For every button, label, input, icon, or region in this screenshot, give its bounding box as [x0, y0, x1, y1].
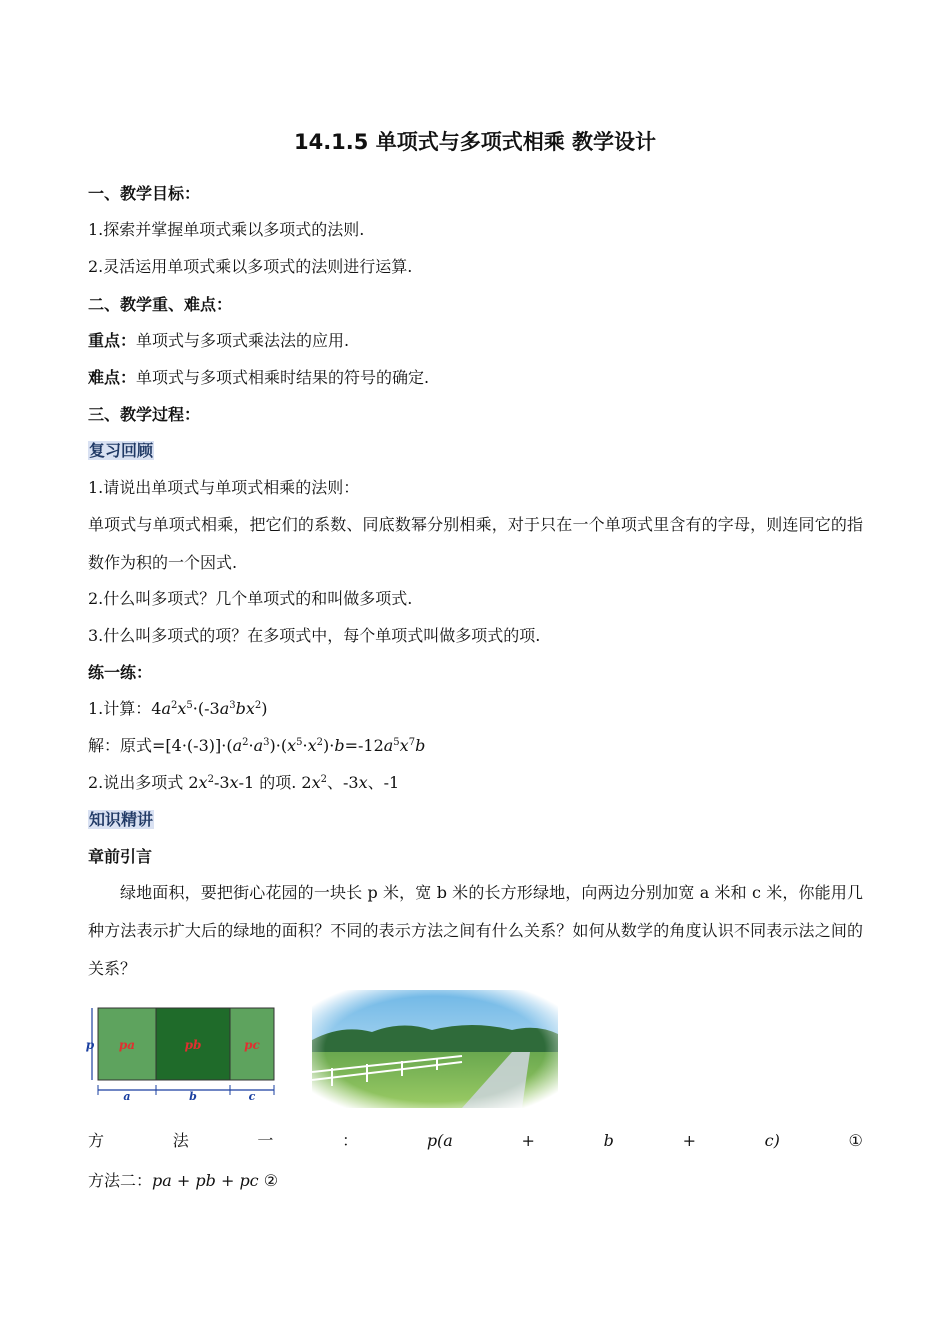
method-two-marker: ② — [263, 1171, 279, 1190]
chapter-intro-text: 绿地面积，要把街心花园的一块长 p 米，宽 b 米的长方形绿地，向两边分别加宽 a 米和 c 米，你能用几种方法表示扩大后的绿地的面积？不同的表示方法之间有什么关系？如何从数学的角度认识不同表示法之间的关系？ — [88, 883, 863, 978]
practice-problem-1: 1.计算：$4a^2x^5\cdot(-3a^3bx^2)$ — [88, 699, 268, 718]
bottom-label-c: c — [248, 1090, 256, 1103]
method-one-part: p(a — [426, 1131, 453, 1150]
method-one-part: b — [603, 1131, 614, 1150]
review-question-2: 2.什么叫多项式？几个单项式的和叫做多项式. — [88, 589, 413, 608]
chapter-intro-heading: 章前引言 — [88, 847, 153, 866]
cell-label-pc: pc — [244, 1038, 260, 1052]
review-tag-label: 复习回顾 — [89, 441, 154, 460]
review-question-1: 1.请说出单项式与单项式相乘的法则： — [88, 478, 360, 497]
method-one-part: 法 — [172, 1131, 189, 1150]
practice-solution-label: 解：原式= — [88, 736, 166, 755]
objective-item-2: 2.灵活运用单项式乘以多项式的法则进行运算. — [88, 257, 413, 276]
bottom-label-a: a — [123, 1090, 131, 1103]
method-one-part: + — [682, 1131, 696, 1150]
method-one-marker: ① — [848, 1131, 863, 1150]
section-heading-process: 三、教学过程： — [88, 405, 201, 424]
difficult-point-text: 单项式与多项式相乘时结果的符号的确定. — [136, 368, 430, 387]
objective-item-1: 1.探索并掌握单项式乘以多项式的法则. — [88, 220, 365, 239]
side-label-p: p — [85, 1038, 95, 1052]
practice-solution-1: 解：原式$=[4\cdot(-3)]\cdot(a^2\cdot a^3)\cdot(x^5\cdot x^2)\cdot b=-12a^5x^7b$ — [88, 736, 426, 755]
method-two-label: 方法二： — [88, 1171, 153, 1190]
method-one — [88, 1130, 863, 1152]
bottom-label-b: b — [189, 1090, 197, 1103]
practice-problem-2: 2.说出多项式 $2x^2-3x-1$ 的项. $2x^2$、-3x、-1 — [88, 773, 400, 792]
method-two — [88, 1170, 278, 1192]
review-question-3: 3.什么叫多项式的项？在多项式中，每个单项式叫做多项式的项. — [88, 626, 541, 645]
difficult-point-label: 难点： — [88, 368, 137, 387]
garden-photo — [312, 990, 558, 1108]
method-one-part: 方 — [88, 1131, 105, 1150]
practice-heading: 练一练： — [88, 663, 153, 682]
section-heading-objectives: 一、教学目标： — [88, 184, 201, 203]
key-point-text: 单项式与多项式乘法法的应用. — [136, 331, 350, 350]
section-heading-focus: 二、教学重、难点： — [88, 295, 233, 314]
page-title: 14.1.5 单项式与多项式相乘 教学设计 — [293, 130, 657, 154]
review-answer-1: 单项式与单项式相乘，把它们的系数、同底数幂分别相乘，对于只在一个单项式里含有的字母，则连同它的指数作为积的一个因式. — [88, 515, 863, 572]
review-tag — [88, 440, 154, 462]
cell-label-pa: pa — [118, 1038, 136, 1052]
key-point-label: 重点： — [88, 331, 137, 350]
key-point — [88, 330, 349, 352]
photo-vignette — [312, 990, 558, 1108]
method-one-part: + — [521, 1131, 535, 1150]
method-one-part: c) — [764, 1131, 780, 1150]
practice-problem-2-label: 2.说出多项式 — [88, 773, 184, 792]
cell-label-pb: pb — [184, 1038, 202, 1052]
knowledge-tag — [88, 809, 154, 831]
practice-problem-1-label: 1.计算： — [88, 699, 152, 718]
difficult-point — [88, 367, 429, 389]
method-one-part: ： — [342, 1131, 359, 1150]
method-one-part: 一 — [257, 1131, 274, 1150]
knowledge-tag-label: 知识精讲 — [89, 810, 154, 829]
practice-problem-2-mid: 的项. — [259, 773, 297, 792]
method-two-expr: pa + pb + pc — [152, 1171, 259, 1190]
area-diagram — [84, 1004, 280, 1104]
